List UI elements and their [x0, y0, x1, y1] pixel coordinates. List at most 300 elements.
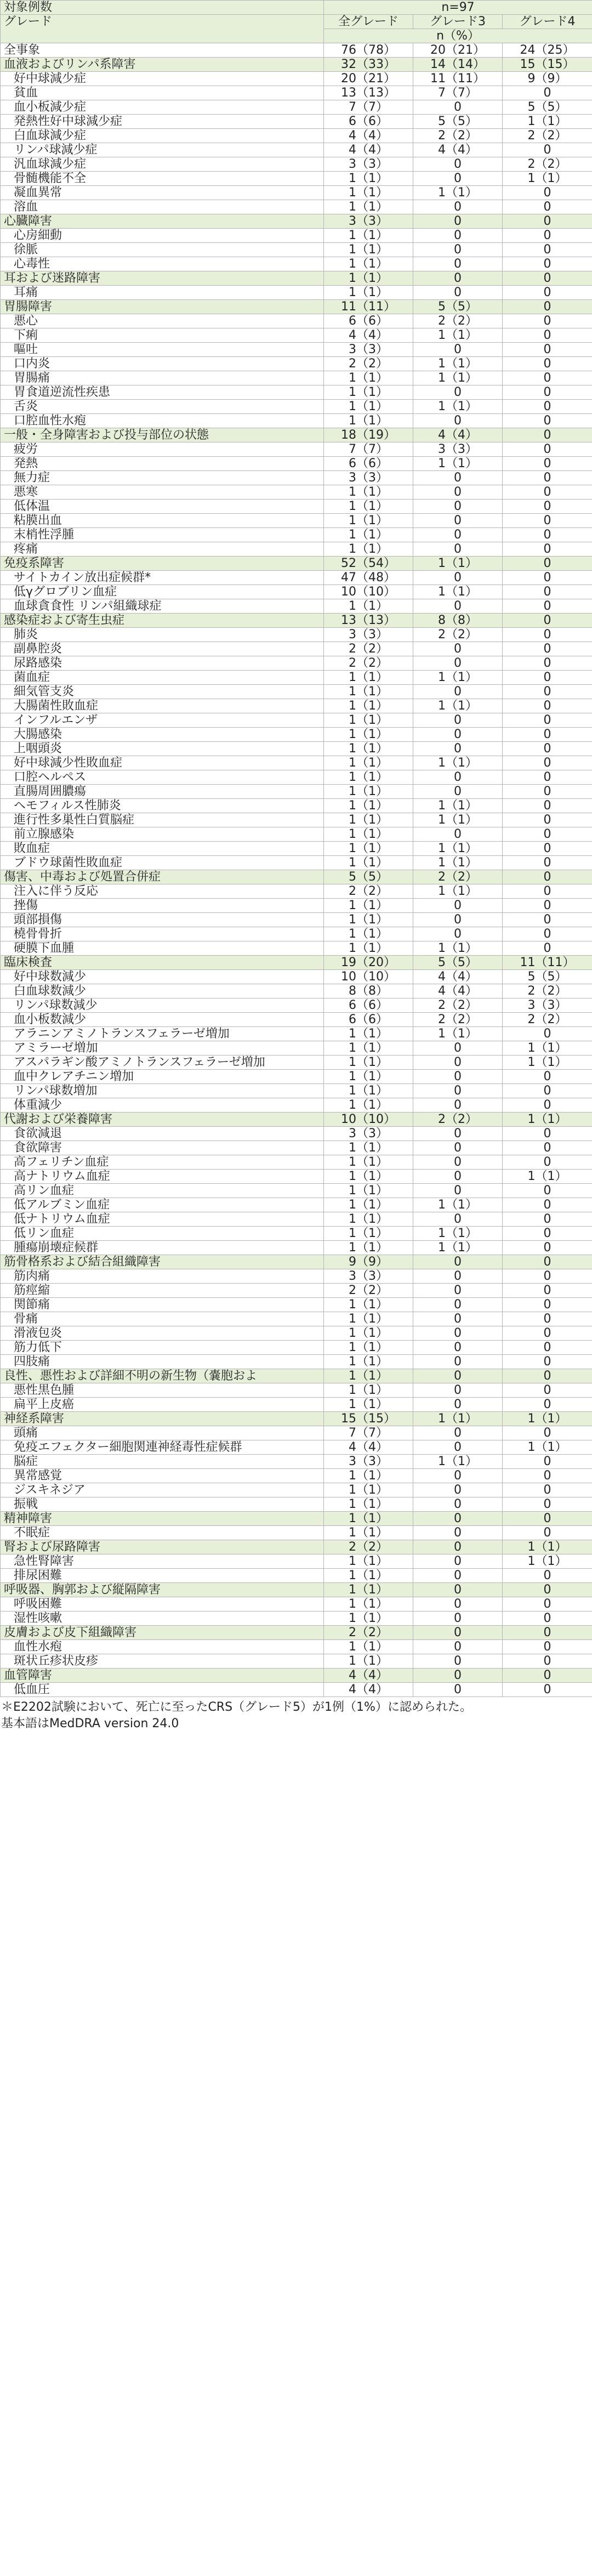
table-row — [1, 1469, 592, 1483]
table-row — [1, 328, 592, 343]
grade4-value: 0 — [503, 585, 592, 599]
all-grades-value: 1（1） — [324, 1341, 413, 1355]
table-row — [1, 799, 592, 813]
all-grades-value: 4（4） — [324, 328, 413, 343]
event-name: 一般・全身障害および投与部位の状態 — [1, 428, 324, 442]
event-name: 口腔ヘルペス — [1, 770, 324, 785]
grade4-value: 0 — [503, 1212, 592, 1227]
grade4-value: 1（1） — [503, 1170, 592, 1184]
table-row — [1, 1497, 592, 1512]
all-grades-value: 1（1） — [324, 685, 413, 699]
grade3-value: 1（1） — [413, 1027, 503, 1041]
all-grades-value: 19（20） — [324, 956, 413, 970]
grade3-value: 1（1） — [413, 457, 503, 471]
grade4-value: 0 — [503, 1483, 592, 1497]
all-grades-value: 20（21） — [324, 72, 413, 86]
event-name: 心房細動 — [1, 229, 324, 243]
all-grades-value: 1（1） — [324, 842, 413, 856]
all-grades-value: 1（1） — [324, 713, 413, 728]
event-name: 貧血 — [1, 86, 324, 100]
table-section-row — [1, 58, 592, 72]
table-section-row — [1, 1255, 592, 1269]
grade3-value: 0 — [413, 1440, 503, 1455]
grade3-value: 0 — [413, 1255, 503, 1269]
grade4-value: 2（2） — [503, 157, 592, 172]
event-name: 耳痛 — [1, 286, 324, 300]
event-name: 急性腎障害 — [1, 1554, 324, 1569]
grade4-value: 0 — [503, 300, 592, 314]
all-grades-value: 1（1） — [324, 485, 413, 500]
event-name: 心臓障害 — [1, 214, 324, 229]
grade3-value: 2（2） — [413, 1113, 503, 1127]
table-row — [1, 628, 592, 642]
table-row — [1, 998, 592, 1013]
table-row — [1, 1070, 592, 1084]
grade4-value: 0 — [503, 1312, 592, 1326]
all-grades-value: 1（1） — [324, 1227, 413, 1241]
grade3-value: 5（5） — [413, 956, 503, 970]
event-name: 白血球数減少 — [1, 984, 324, 998]
all-grades-value: 1（1） — [324, 1241, 413, 1255]
grade3-value: 0 — [413, 257, 503, 271]
event-name: 筋力低下 — [1, 1341, 324, 1355]
event-name: 神経系障害 — [1, 1412, 324, 1426]
grade3-value: 0 — [413, 1597, 503, 1612]
event-name: 血小板数減少 — [1, 1013, 324, 1027]
all-grades-value: 3（3） — [324, 1455, 413, 1469]
grade4-value: 0 — [503, 86, 592, 100]
event-name: 前立腺感染 — [1, 827, 324, 842]
all-grades-value: 4（4） — [324, 143, 413, 157]
table-row — [1, 1184, 592, 1198]
table-section-row — [1, 1669, 592, 1683]
grade3-value: 3（3） — [413, 442, 503, 457]
table-section-row — [1, 1583, 592, 1597]
grade3-value: 0 — [413, 827, 503, 842]
grade4-value: 0 — [503, 884, 592, 899]
grade3-value: 2（2） — [413, 314, 503, 328]
grade4-value: 0 — [503, 1583, 592, 1597]
grade4-value: 0 — [503, 671, 592, 685]
grade4-value: 11（11） — [503, 956, 592, 970]
all-grades-value: 1（1） — [324, 1312, 413, 1326]
event-name: 脳症 — [1, 1455, 324, 1469]
grade3-value: 0 — [413, 1341, 503, 1355]
grade4-value: 0 — [503, 1626, 592, 1640]
table-section-row — [1, 1540, 592, 1554]
grade4-value: 0 — [503, 856, 592, 870]
grade4-value: 0 — [503, 385, 592, 400]
all-grades-value: 1（1） — [324, 1583, 413, 1597]
grade4-value: 0 — [503, 1141, 592, 1155]
table-row — [1, 842, 592, 856]
table-row — [1, 1426, 592, 1440]
table-row — [1, 827, 592, 842]
table-row — [1, 927, 592, 941]
grade3-value: 0 — [413, 770, 503, 785]
event-name: 傷害、中毒および処置合併症 — [1, 870, 324, 884]
table-section-row — [1, 1113, 592, 1127]
all-grades-value: 1（1） — [324, 1355, 413, 1369]
event-name: ヘモフィルス性肺炎 — [1, 799, 324, 813]
grade4-value: 0 — [503, 1398, 592, 1412]
table-row — [1, 1526, 592, 1540]
header-row-grades — [1, 15, 592, 29]
event-name: 扁平上皮癌 — [1, 1398, 324, 1412]
grade4-value: 0 — [503, 1284, 592, 1298]
table-section-row — [1, 956, 592, 970]
grade4-value: 0 — [503, 799, 592, 813]
grade3-value: 1（1） — [413, 884, 503, 899]
table-row — [1, 442, 592, 457]
table-section-row — [1, 428, 592, 442]
grade4-value: 0 — [503, 599, 592, 614]
grade3-value: 1（1） — [413, 1412, 503, 1426]
grade4-value: 0 — [503, 328, 592, 343]
event-name: 筋骨格系および結合組織障害 — [1, 1255, 324, 1269]
grade3-value: 8（8） — [413, 614, 503, 628]
all-grades-value: 9（9） — [324, 1255, 413, 1269]
grade3-value: 2（2） — [413, 998, 503, 1013]
grade4-value: 5（5） — [503, 100, 592, 115]
grade4-value: 0 — [503, 1269, 592, 1284]
table-row — [1, 1027, 592, 1041]
grade3-value: 1（1） — [413, 371, 503, 385]
event-name: 全事象 — [1, 43, 324, 58]
event-name: 疼痛 — [1, 542, 324, 557]
grade4-value: 0 — [503, 614, 592, 628]
footer-notes — [0, 1697, 592, 1732]
table-row — [1, 1312, 592, 1326]
table-row — [1, 1141, 592, 1155]
all-grades-value: 2（2） — [324, 642, 413, 656]
all-grades-value: 6（6） — [324, 314, 413, 328]
grade3-value: 0 — [413, 542, 503, 557]
all-grades-value: 1（1） — [324, 756, 413, 770]
all-grades-value: 1（1） — [324, 770, 413, 785]
table-row — [1, 899, 592, 913]
event-name: 低ナトリウム血症 — [1, 1212, 324, 1227]
grade4-value: 0 — [503, 1426, 592, 1440]
event-name: 食欲減退 — [1, 1127, 324, 1141]
table-row — [1, 1212, 592, 1227]
grade4-value: 0 — [503, 500, 592, 514]
grade4-value: 0 — [503, 1469, 592, 1483]
all-grades-value: 1（1） — [324, 172, 413, 186]
grade4-value: 1（1） — [503, 1440, 592, 1455]
event-name: 白血球減少症 — [1, 129, 324, 143]
table-row — [1, 1569, 592, 1583]
grade4-value: 0 — [503, 442, 592, 457]
event-name: 疲労 — [1, 442, 324, 457]
grade4-value: 0 — [503, 813, 592, 827]
event-name: 粘膜出血 — [1, 514, 324, 528]
all-grades-value: 1（1） — [324, 1597, 413, 1612]
grade4-value: 0 — [503, 371, 592, 385]
grade3-value: 0 — [413, 1127, 503, 1141]
grade3-value: 0 — [413, 414, 503, 428]
grade3-value: 0 — [413, 471, 503, 485]
grade3-value: 0 — [413, 172, 503, 186]
grade3-value: 1（1） — [413, 941, 503, 956]
event-name: リンパ球数増加 — [1, 1084, 324, 1098]
grade3-value: 0 — [413, 1155, 503, 1170]
event-name: 皮膚および皮下組織障害 — [1, 1626, 324, 1640]
event-name: 徐脈 — [1, 243, 324, 257]
grade4-value: 9（9） — [503, 72, 592, 86]
table-row — [1, 785, 592, 799]
table-row — [1, 699, 592, 713]
grade3-value: 0 — [413, 899, 503, 913]
table-row — [1, 471, 592, 485]
grade4-value: 0 — [503, 628, 592, 642]
table-row — [1, 385, 592, 400]
table-row — [1, 357, 592, 371]
table-row — [1, 257, 592, 271]
event-name: 胃食道逆流性疾患 — [1, 385, 324, 400]
all-grades-value: 10（10） — [324, 970, 413, 984]
event-name: 大腸感染 — [1, 728, 324, 742]
table-row — [1, 400, 592, 414]
table-row — [1, 1455, 592, 1469]
event-name: アミラーゼ増加 — [1, 1041, 324, 1056]
grade3-value: 0 — [413, 1269, 503, 1284]
event-name: アスパラギン酸アミノトランスフェラーゼ増加 — [1, 1056, 324, 1070]
table-row — [1, 671, 592, 685]
all-grades-value: 1（1） — [324, 200, 413, 214]
table-row — [1, 1269, 592, 1284]
all-grades-value: 1（1） — [324, 1569, 413, 1583]
all-grades-value: 47（48） — [324, 571, 413, 585]
grade-label: グレード — [1, 15, 324, 43]
grade3-value: 0 — [413, 1469, 503, 1483]
grade4-value: 0 — [503, 414, 592, 428]
table-row — [1, 314, 592, 328]
table-row — [1, 514, 592, 528]
table-row — [1, 1084, 592, 1098]
table-row — [1, 941, 592, 956]
all-grades-value: 1（1） — [324, 742, 413, 756]
table-row — [1, 172, 592, 186]
table-row — [1, 243, 592, 257]
event-name: 腎および尿路障害 — [1, 1540, 324, 1554]
all-grades-value: 1（1） — [324, 1612, 413, 1626]
table-row — [1, 157, 592, 172]
grade3-value: 7（7） — [413, 86, 503, 100]
event-name: 低アルブミン血症 — [1, 1198, 324, 1212]
all-grades-value: 1（1） — [324, 1155, 413, 1170]
event-name: 精神障害 — [1, 1512, 324, 1526]
grade3-value: 1（1） — [413, 1455, 503, 1469]
grade4-value: 1（1） — [503, 172, 592, 186]
unit-label: n（%） — [324, 29, 592, 43]
grade3-value: 1（1） — [413, 328, 503, 343]
grade4-value: 0 — [503, 243, 592, 257]
table-row — [1, 1640, 592, 1654]
table-row — [1, 984, 592, 998]
all-grades-value: 1（1） — [324, 1497, 413, 1512]
grade4-value: 0 — [503, 1612, 592, 1626]
grade3-value: 0 — [413, 1070, 503, 1084]
grade3-value: 1（1） — [413, 671, 503, 685]
all-grades-value: 18（19） — [324, 428, 413, 442]
grade4-value: 0 — [503, 656, 592, 671]
grade4-value: 0 — [503, 1027, 592, 1041]
all-grades-value: 3（3） — [324, 1127, 413, 1141]
grade3-value: 0 — [413, 1640, 503, 1654]
table-row — [1, 813, 592, 827]
all-grades-value: 1（1） — [324, 1383, 413, 1398]
table-row — [1, 571, 592, 585]
grade4-value: 0 — [503, 200, 592, 214]
all-grades-value: 7（7） — [324, 1426, 413, 1440]
table-row — [1, 129, 592, 143]
event-name: 呼吸器、胸郭および縦隔障害 — [1, 1583, 324, 1597]
grade3-value: 0 — [413, 599, 503, 614]
all-grades-value: 2（2） — [324, 884, 413, 899]
grade4-value: 0 — [503, 1640, 592, 1654]
event-name: 硬膜下血腫 — [1, 941, 324, 956]
grade4-value: 15（15） — [503, 58, 592, 72]
all-grades-value: 1（1） — [324, 799, 413, 813]
grade3-value: 1（1） — [413, 699, 503, 713]
grade3-value: 0 — [413, 1084, 503, 1098]
grade4-value: 1（1） — [503, 1041, 592, 1056]
grade3-value: 2（2） — [413, 628, 503, 642]
table-row — [1, 115, 592, 129]
all-grades-value: 1（1） — [324, 1170, 413, 1184]
grade3-value: 4（4） — [413, 970, 503, 984]
grade3-value: 1（1） — [413, 756, 503, 770]
col-header-grade4: グレード4 — [503, 15, 592, 29]
grade4-value: 0 — [503, 1184, 592, 1198]
event-name: 直腸周囲膿瘍 — [1, 785, 324, 799]
all-grades-value: 7（7） — [324, 100, 413, 115]
grade3-value: 0 — [413, 1512, 503, 1526]
grade3-value: 0 — [413, 656, 503, 671]
grade4-value: 0 — [503, 314, 592, 328]
event-name: 凝血異常 — [1, 186, 324, 200]
grade3-value: 0 — [413, 1184, 503, 1198]
event-name: 臨床検査 — [1, 956, 324, 970]
event-name: 低体温 — [1, 500, 324, 514]
all-grades-value: 8（8） — [324, 984, 413, 998]
footnote-meddra: 基本語はMedDRA version 24.0 — [1, 1717, 179, 1730]
col-header-grade3: グレード3 — [413, 15, 503, 29]
table-row — [1, 100, 592, 115]
table-row — [1, 713, 592, 728]
grade4-value: 0 — [503, 1369, 592, 1383]
grade3-value: 0 — [413, 1569, 503, 1583]
all-grades-value: 1（1） — [324, 1398, 413, 1412]
event-name: 体重減少 — [1, 1098, 324, 1113]
event-name: サイトカイン放出症候群* — [1, 571, 324, 585]
table-row — [1, 1127, 592, 1141]
grade3-value: 0 — [413, 1526, 503, 1540]
grade3-value: 0 — [413, 1540, 503, 1554]
event-name: 異常感覚 — [1, 1469, 324, 1483]
all-grades-value: 2（2） — [324, 656, 413, 671]
event-name: 敗血症 — [1, 842, 324, 856]
grade3-value: 0 — [413, 1312, 503, 1326]
table-section-row — [1, 870, 592, 884]
table-section-row — [1, 214, 592, 229]
all-grades-value: 1（1） — [324, 243, 413, 257]
grade4-value: 0 — [503, 542, 592, 557]
all-grades-value: 2（2） — [324, 357, 413, 371]
grade4-value: 0 — [503, 842, 592, 856]
grade4-value: 0 — [503, 1355, 592, 1369]
grade4-value: 0 — [503, 1127, 592, 1141]
table-row — [1, 229, 592, 243]
grade3-value: 0 — [413, 685, 503, 699]
event-name: 低リン血症 — [1, 1227, 324, 1241]
table-row — [1, 1056, 592, 1070]
event-name: 下痢 — [1, 328, 324, 343]
table-row — [1, 1326, 592, 1341]
grade3-value: 0 — [413, 1497, 503, 1512]
event-name: 高ナトリウム血症 — [1, 1170, 324, 1184]
table-row — [1, 343, 592, 357]
all-grades-value: 1（1） — [324, 1326, 413, 1341]
event-name: 大腸菌性敗血症 — [1, 699, 324, 713]
all-grades-value: 1（1） — [324, 941, 413, 956]
table-row — [1, 414, 592, 428]
event-name: 代謝および栄養障害 — [1, 1113, 324, 1127]
all-grades-value: 1（1） — [324, 286, 413, 300]
all-grades-value: 1（1） — [324, 542, 413, 557]
table-row — [1, 884, 592, 899]
table-row — [1, 685, 592, 699]
col-header-all-grades: 全グレード — [324, 15, 413, 29]
grade4-value: 0 — [503, 770, 592, 785]
all-grades-value: 13（13） — [324, 614, 413, 628]
grade3-value: 0 — [413, 1284, 503, 1298]
grade4-value: 0 — [503, 1683, 592, 1697]
grade3-value: 1（1） — [413, 856, 503, 870]
event-name: 筋肉痛 — [1, 1269, 324, 1284]
grade3-value: 0 — [413, 1554, 503, 1569]
grade4-value: 2（2） — [503, 1013, 592, 1027]
grade4-value: 0 — [503, 1512, 592, 1526]
grade3-value: 0 — [413, 1583, 503, 1597]
table-row — [1, 656, 592, 671]
table-row — [1, 770, 592, 785]
all-grades-value: 2（2） — [324, 1626, 413, 1640]
grade3-value: 0 — [413, 1056, 503, 1070]
table-section-row — [1, 557, 592, 571]
event-name: 振戦 — [1, 1497, 324, 1512]
subjects-count: n=97 — [324, 1, 592, 15]
all-grades-value: 4（4） — [324, 1683, 413, 1697]
grade3-value: 0 — [413, 1683, 503, 1697]
table-row — [1, 1398, 592, 1412]
table-row — [1, 542, 592, 557]
event-name: ブドウ球菌性敗血症 — [1, 856, 324, 870]
grade4-value: 0 — [503, 899, 592, 913]
grade3-value: 0 — [413, 200, 503, 214]
grade3-value: 0 — [413, 385, 503, 400]
grade3-value: 0 — [413, 1483, 503, 1497]
table-section-row — [1, 1369, 592, 1383]
event-name: 低γグロブリン血症 — [1, 585, 324, 599]
grade3-value: 0 — [413, 713, 503, 728]
event-name: インフルエンザ — [1, 713, 324, 728]
event-name: 進行性多巣性白質脳症 — [1, 813, 324, 827]
grade3-value: 2（2） — [413, 1013, 503, 1027]
table-row — [1, 143, 592, 157]
all-grades-value: 4（4） — [324, 1440, 413, 1455]
